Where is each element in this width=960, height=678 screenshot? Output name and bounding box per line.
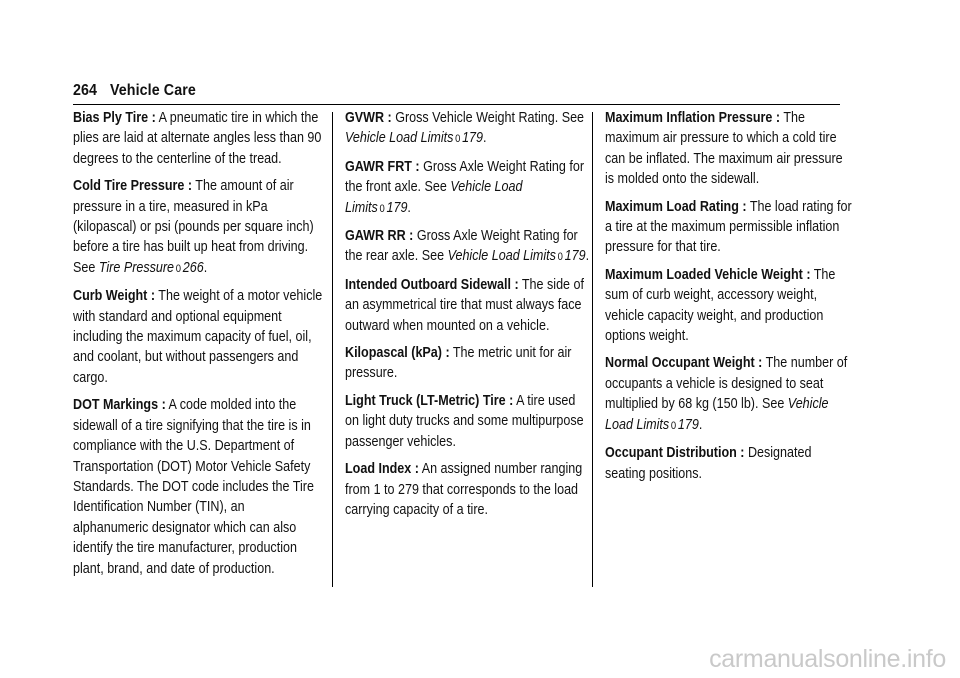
glossary-entry <box>73 286 322 388</box>
glossary-term: GAWR RR : <box>345 228 414 245</box>
glossary-entry <box>345 275 590 336</box>
glossary-term: GAWR FRT : <box>345 158 420 175</box>
page-reference-number[interactable]: 179 <box>564 248 586 265</box>
glossary-term: Curb Weight : <box>73 288 156 305</box>
glossary-definition: An assigned number ranging from 1 to 279 that corresponds to the load carrying capacity of a tire. <box>345 461 583 518</box>
glossary-term: Load Index : <box>345 461 419 478</box>
column-3 <box>605 108 854 491</box>
watermark: carmanualsonline.info <box>709 645 946 673</box>
glossary-definition: The side of an asymmetrical tire that must always face outward when mounted on a vehicle. <box>345 276 584 334</box>
glossary-entry <box>605 443 854 484</box>
page-number: 264 <box>73 82 98 99</box>
glossary-definition: The amount of air pressure in a tire, measured in kPa (kilopascal) or psi (pounds per square inch) before a tire has built up heat from driving. See <box>73 178 314 276</box>
glossary-term: GVWR : <box>345 110 392 126</box>
glossary-term: Cold Tire Pressure : <box>73 178 193 195</box>
glossary-entry <box>605 108 854 190</box>
glossary-definition: The metric unit for air pressure. <box>345 345 572 382</box>
glossary-entry <box>345 343 590 384</box>
page-header <box>73 82 196 100</box>
column-1 <box>73 108 322 586</box>
glossary-entry <box>345 391 590 452</box>
page-reference-icon: 0 <box>557 251 563 264</box>
glossary-entry: GAWR RR : Gross Axle Weight Rating for the rear axle. See Vehicle Load Limits 0 179. <box>345 228 590 265</box>
glossary-definition: The weight of a motor vehicle with standard and optional equipment including the maximum capacity of fuel, oil, and coolant, but without passengers and cargo. <box>73 288 323 386</box>
glossary-term: Bias Ply Tire : <box>73 110 156 126</box>
glossary-term: Normal Occupant Weight : <box>605 355 763 372</box>
page-reference-number[interactable]: 266 <box>182 259 204 276</box>
glossary-definition: Designated seating positions. <box>605 445 812 482</box>
cross-reference-link[interactable]: Vehicle Load Limits <box>605 396 829 433</box>
glossary-term: Occupant Distribution : <box>605 445 745 462</box>
glossary-definition: The number of occupants a vehicle is designed to seat multiplied by 68 kg (150 lb). See <box>605 355 848 413</box>
page-reference-icon: 0 <box>455 133 461 146</box>
cross-reference-link[interactable]: Tire Pressure <box>98 259 175 276</box>
page-reference-number[interactable]: 179 <box>462 130 484 147</box>
column-2 <box>345 108 590 527</box>
glossary-definition: A tire used on light duty trucks and some multipurpose passenger vehicles. <box>345 392 584 450</box>
glossary-term: DOT Markings : <box>73 397 166 414</box>
glossary-term: Light Truck (LT-Metric) Tire : <box>345 392 514 409</box>
glossary-term: Maximum Loaded Vehicle Weight : <box>605 266 811 283</box>
glossary-definition: The maximum air pressure to which a cold tire can be inflated. The maximum air pressure is molded onto the sidewall. <box>605 110 843 188</box>
glossary-term: Kilopascal (kPa) : <box>345 345 450 362</box>
cross-reference-link[interactable]: Vehicle Load Limits <box>447 248 556 265</box>
cross-reference-link[interactable]: Vehicle Load Limits <box>345 130 454 147</box>
glossary-term: Maximum Inflation Pressure : <box>605 110 781 126</box>
column-divider <box>592 112 593 587</box>
glossary-definition: Gross Axle Weight Rating for the front axle. See <box>345 158 585 196</box>
glossary-definition: The sum of curb weight, accessory weight, vehicle capacity weight, and production options weight. <box>605 266 836 345</box>
cross-reference-link[interactable]: Vehicle Load Limits <box>345 179 523 216</box>
glossary-term: Intended Outboard Sidewall : <box>345 276 519 293</box>
glossary-definition: A code molded into the sidewall of a tire signifying that the tire is in compliance with the U.S. Department of Transportation (DOT) Motor Vehicle Safety Standards. The DOT code includes the Tire Identification Number (TIN), an alphanumeric designator which can also identify the tire manufacturer, production plant, brand, and date of production. <box>73 397 314 577</box>
glossary-entry <box>605 197 854 258</box>
glossary-entry: Normal Occupant Weight : The number of occupants a vehicle is designed to seat multiplied by 68 kg (150 lb). See Vehicle Load Limits 0 179. <box>605 355 848 433</box>
glossary-entry: GAWR FRT : Gross Axle Weight Rating for the front axle. See Vehicle Load Limits 0 179. <box>345 158 585 216</box>
glossary-definition: The load rating for a tire at the maximum permissible inflation pressure for that tire. <box>605 198 852 256</box>
column-divider <box>332 112 333 587</box>
glossary-definition: A pneumatic tire in which the plies are laid at alternate angles less than 90 degrees to the centerline of the tread. <box>73 110 322 167</box>
page-reference-icon: 0 <box>670 419 677 432</box>
glossary-entry <box>73 108 322 169</box>
glossary-definition: Gross Vehicle Weight Rating. See <box>395 110 585 126</box>
glossary-entry <box>605 265 854 347</box>
glossary-entry: Cold Tire Pressure : The amount of air pressure in a tire, measured in kPa (kilopascal) or psi (pounds per square inch) before a tire has built up heat from driving. See Tire Pressure 0 266. <box>73 178 314 276</box>
header-rule <box>73 104 840 105</box>
glossary-term: Maximum Load Rating : <box>605 198 747 215</box>
section-title: Vehicle Care <box>109 82 196 99</box>
glossary-entry <box>345 459 590 520</box>
glossary-entry: GVWR : Gross Vehicle Weight Rating. See Vehicle Load Limits 0 179. <box>345 110 585 147</box>
page-reference-number[interactable]: 179 <box>677 416 699 433</box>
page-reference-icon: 0 <box>175 262 182 275</box>
page-reference-icon: 0 <box>379 202 385 215</box>
page-reference-number[interactable]: 179 <box>386 199 408 216</box>
glossary-definition: Gross Axle Weight Rating for the rear axle. See <box>345 228 578 265</box>
glossary-entry <box>73 395 322 579</box>
